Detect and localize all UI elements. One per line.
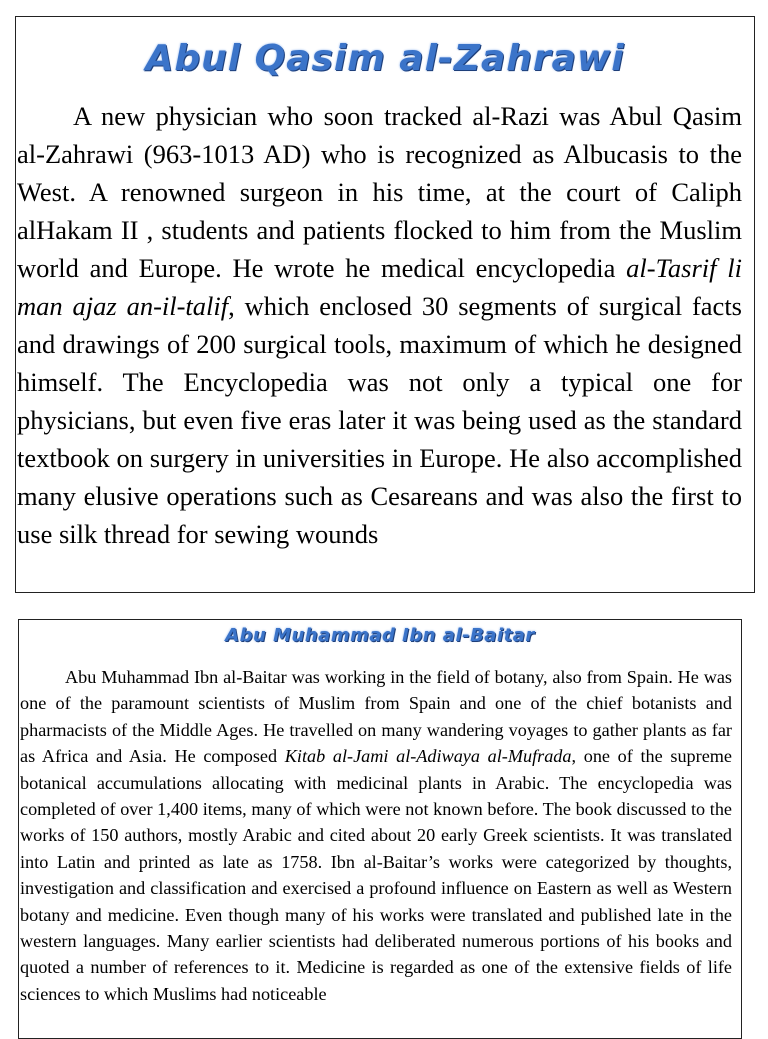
paragraph-text: A new physician who soon tracked al-Razi was Abul Qasim al-Zahrawi (963-1013 AD) who is recognized as Albucasis to the West. A renowned surgeon in his time, at the court of Caliph alHakam II , students and patients flocked to him from the Muslim world and Europe. He wrote he medical encyclopedia — [17, 101, 742, 283]
section-box-ibn-al-baitar — [18, 619, 742, 1039]
section-paragraph — [20, 664, 732, 1007]
section-box-al-zahrawi — [15, 16, 755, 593]
section-heading: Abul Qasim al-Zahrawi — [145, 38, 625, 79]
paragraph-text: , one of the supreme botanical accumulations allocating with medicinal plants in Arabic. The encyclopedia was completed of over 1,400 items, many of which were not known before. The book discussed to the works of 150 authors, mostly Arabic and cited about 20 early Greek scientists. It was translated into Latin and printed as late as 1758. Ibn al-Baitar’s works were categorized by thoughts, investigation and classification and exercised a profound influence on Eastern as well as Western botany and medicine. Even though many of his works were translated and published late in the western languages. Many earlier scientists had deliberated numerous portions of his books and quoted a number of references to it. Medicine is regarded as one of the extensive fields of life sciences to which Muslims had noticeable — [20, 746, 733, 1004]
book-title: Kitab al-Jami al-Adiwaya al-Mufrada — [284, 746, 572, 767]
book-title: al-Tasrif li man ajaz an-il-talif — [17, 253, 742, 321]
paragraph-text: Abu Muhammad Ibn al-Baitar was working in the field of botany, also from Spain. He was one of the paramount scientists of Muslim from Spain and one of the chief botanists and pharmacists of the Middle Ages. He travelled on many wandering voyages to gather plants as far as Africa and Asia. He composed — [20, 667, 732, 767]
section-paragraph — [17, 97, 742, 553]
paragraph-text: , which enclosed 30 segments of surgical facts and drawings of 200 surgical tools, maximum of which he designed himself. The Encyclopedia was not only a typical one for physicians, but even five eras later it was being used as the standard textbook on surgery in universities in Europe. He also accomplished many elusive operations such as Cesareans and was also the first to use silk thread for sewing wounds — [17, 291, 742, 549]
section-heading: Abu Muhammad Ibn al-Baitar — [225, 625, 535, 646]
